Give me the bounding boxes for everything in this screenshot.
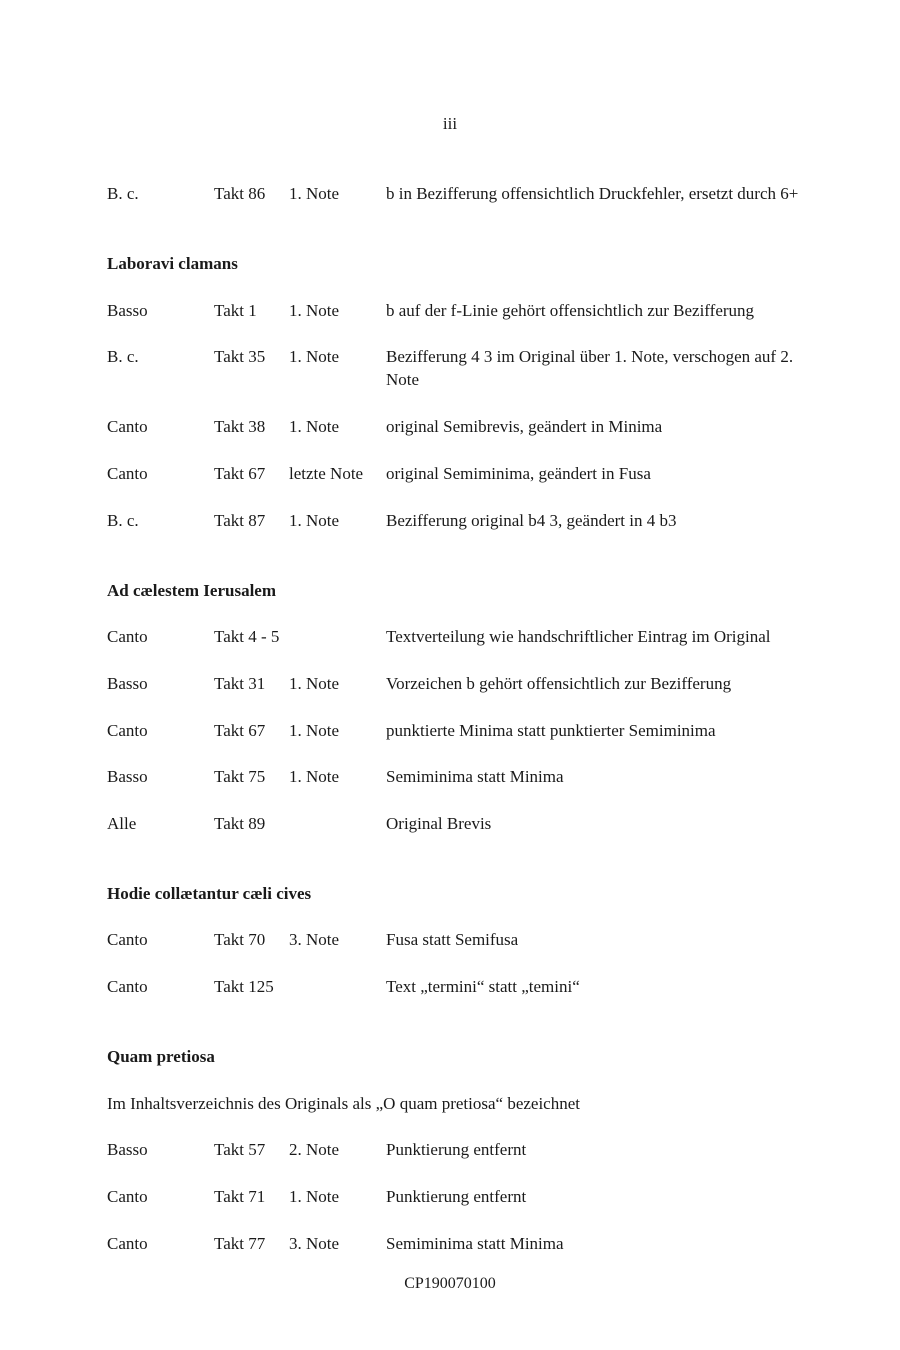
bar-cell: Takt 86 — [214, 184, 266, 203]
bar-cell: Takt 31 — [214, 674, 266, 693]
voice-cell: Canto — [107, 464, 148, 483]
voice-cell: Canto — [107, 417, 148, 436]
bar-cell: Takt 71 — [214, 1187, 266, 1206]
table-row — [107, 928, 807, 952]
comment-cell: Bezifferung original b4 3, geändert in 4 b3 — [386, 511, 677, 530]
footer-code: CP190070100 — [404, 1275, 496, 1292]
note-cell: 1. Note — [289, 674, 340, 693]
note-cell: 3. Note — [289, 930, 340, 949]
bar-cell: Takt 89 — [214, 814, 266, 833]
page-number: iii — [442, 114, 458, 133]
table-row — [107, 1138, 807, 1162]
bar-cell: Takt 70 — [214, 930, 266, 949]
voice-cell: B. c. — [107, 347, 139, 366]
table-row — [107, 1232, 807, 1256]
note-cell: 1. Note — [289, 721, 340, 740]
note-cell: 1. Note — [289, 511, 340, 530]
comment-cell: punktierte Minima statt punktierter Semiminima — [386, 721, 716, 740]
bar-cell: Takt 75 — [214, 767, 266, 786]
bar-cell: Takt 38 — [214, 417, 266, 436]
comment-cell: Punktierung entfernt — [386, 1187, 527, 1206]
voice-cell: Canto — [107, 930, 148, 949]
bar-cell: Takt 87 — [214, 511, 266, 530]
table-row — [107, 345, 807, 389]
bar-cell: Takt 67 — [214, 721, 266, 740]
comment-cell: original Semiminima, geändert in Fusa — [386, 464, 651, 483]
note-cell: 1. Note — [289, 347, 340, 366]
note-cell: 1. Note — [289, 1187, 340, 1206]
note-cell: letzte Note — [289, 464, 364, 483]
voice-cell: Canto — [107, 1234, 148, 1253]
note-cell: 3. Note — [289, 1234, 340, 1253]
table-row — [107, 719, 807, 743]
voice-cell: Canto — [107, 627, 148, 646]
bar-cell: Takt 57 — [214, 1140, 266, 1159]
voice-cell: Basso — [107, 767, 148, 786]
voice-cell: Basso — [107, 301, 148, 320]
voice-cell: Basso — [107, 674, 148, 693]
table-row — [107, 672, 807, 696]
comment-cell: Textverteilung wie handschriftlicher Eintrag im Original — [386, 627, 771, 646]
note-cell: 1. Note — [289, 184, 340, 203]
table-row — [107, 765, 807, 789]
voice-cell: Canto — [107, 1187, 148, 1206]
section-heading: Quam pretiosa — [107, 1047, 215, 1066]
note-cell: 1. Note — [289, 767, 340, 786]
bar-cell: Takt 77 — [214, 1234, 266, 1253]
section-heading: Hodie collætantur cæli cives — [107, 884, 312, 903]
table-row — [107, 812, 807, 836]
table-row — [107, 299, 807, 323]
bar-cell: Takt 1 — [214, 301, 257, 320]
comment-cell: b auf der f-Linie gehört offensichtlich zur Bezifferung — [386, 301, 755, 320]
table-row — [107, 182, 807, 206]
comment-cell: Vorzeichen b gehört offensichtlich zur Bezifferung — [386, 674, 732, 693]
comment-cell: original Semibrevis, geändert in Minima — [386, 417, 663, 436]
table-row — [107, 1185, 807, 1209]
bar-cell: Takt 67 — [214, 464, 266, 483]
comment-cell: Original Brevis — [386, 814, 492, 833]
section-intro: Im Inhaltsverzeichnis des Originals als „O quam pretiosa“ bezeichnet — [107, 1094, 580, 1113]
note-cell: 2. Note — [289, 1140, 340, 1159]
comment-cell: Bezifferung 4 3 im Original über 1. Note, verschogen auf 2. Note — [386, 347, 794, 389]
table-row — [107, 625, 807, 649]
comment-cell: b in Bezifferung offensichtlich Druckfehler, ersetzt durch 6+ — [386, 184, 799, 203]
voice-cell: Canto — [107, 721, 148, 740]
section-heading: Ad cælestem Ierusalem — [107, 581, 277, 600]
voice-cell: Alle — [107, 814, 137, 833]
comment-cell: Semiminima statt Minima — [386, 767, 564, 786]
section-heading: Laboravi clamans — [107, 254, 238, 273]
voice-cell: Canto — [107, 977, 148, 996]
comment-cell: Text „termini“ statt „temini“ — [386, 977, 580, 996]
note-cell: 1. Note — [289, 301, 340, 320]
voice-cell: B. c. — [107, 184, 139, 203]
bar-cell: Takt 4 - 5 — [214, 627, 280, 646]
comment-cell: Semiminima statt Minima — [386, 1234, 564, 1253]
table-row — [107, 462, 807, 486]
bar-cell: Takt 125 — [214, 977, 274, 996]
comment-cell: Fusa statt Semifusa — [386, 930, 519, 949]
voice-cell: Basso — [107, 1140, 148, 1159]
bar-cell: Takt 35 — [214, 347, 266, 366]
table-row — [107, 509, 807, 533]
comment-cell: Punktierung entfernt — [386, 1140, 527, 1159]
table-row — [107, 415, 807, 439]
voice-cell: B. c. — [107, 511, 139, 530]
table-row — [107, 975, 807, 999]
note-cell: 1. Note — [289, 417, 340, 436]
